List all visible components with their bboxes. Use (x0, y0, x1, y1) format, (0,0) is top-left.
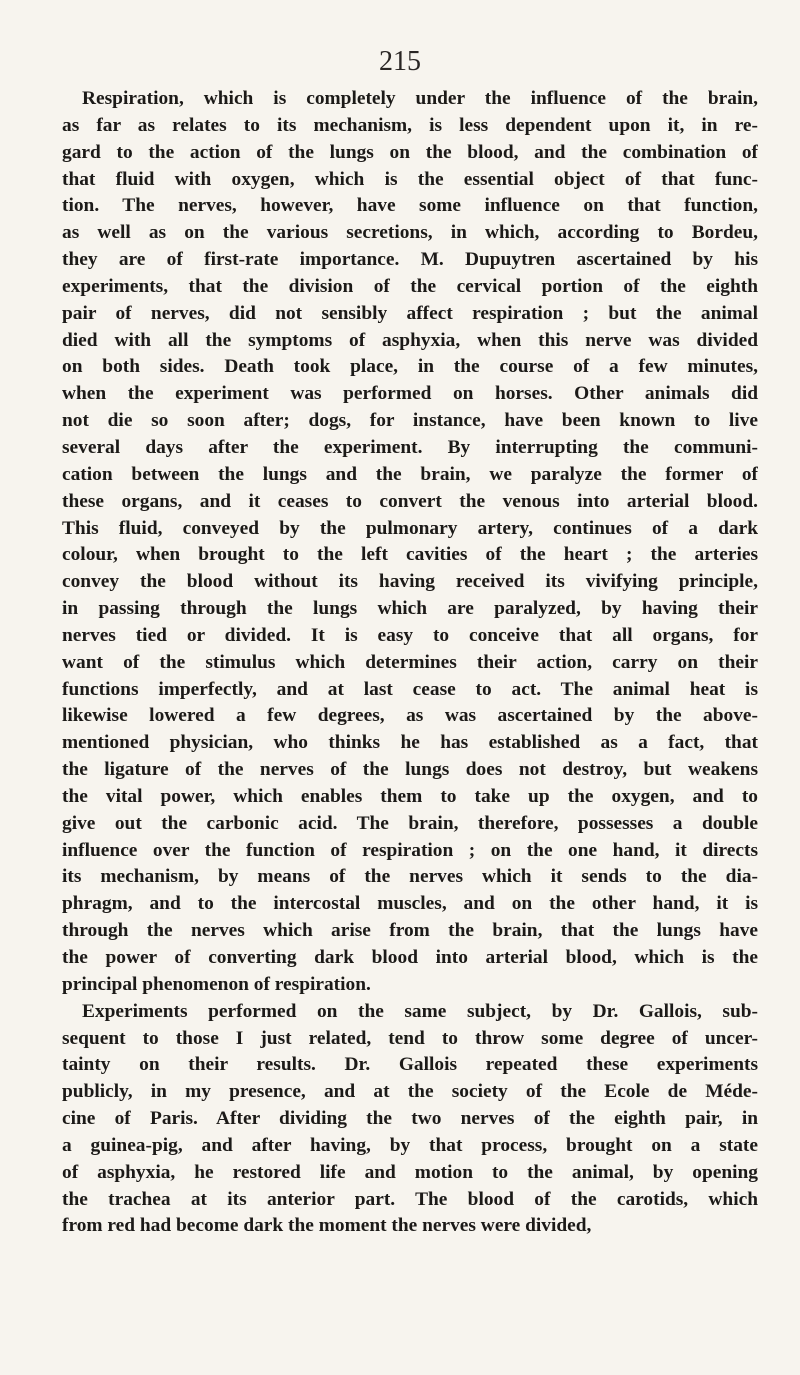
text-line: experiments, that the division of the cervical portion of the eighth (62, 275, 758, 297)
text-line: of asphyxia, he restored life and motion to the animal, by opening (62, 1161, 758, 1183)
text-line: they are of first-rate importance. M. Dupuytren ascertained by his (62, 249, 758, 271)
text-line: cine of Paris. After dividing the two nerves of the eighth pair, in (62, 1108, 758, 1130)
text-line: the ligature of the nerves of the lungs does not destroy, but weakens (62, 759, 758, 781)
text-line: the trachea at its anterior part. The blood of the carotids, which (62, 1188, 758, 1210)
body-text (62, 86, 758, 1240)
text-line: the power of converting dark blood into arterial blood, which is the (62, 947, 758, 968)
text-line: its mechanism, by means of the nerves which it sends to the dia- (62, 866, 758, 888)
text-line: in passing through the lungs which are paralyzed, by having their (62, 598, 758, 620)
text-line: Respiration, which is completely under the influence of the brain, (82, 88, 758, 109)
text-line: Experiments performed on the same subject, by Dr. Gallois, sub- (82, 1000, 758, 1022)
text-line: through the nerves which arise from the brain, that the lungs have (62, 920, 758, 942)
text-line: principal phenomenon of respiration. (62, 973, 371, 995)
paragraph (62, 999, 758, 1241)
text-line: influence over the function of respiration ; on the one hand, it directs (62, 839, 758, 861)
text-line: not die so soon after; dogs, for instance, have been known to live (62, 410, 758, 432)
text-line: a guinea-pig, and after having, by that process, brought on a state (62, 1134, 758, 1156)
text-line: gard to the action of the lungs on the blood, and the combination of (62, 141, 758, 163)
text-line: when the experiment was performed on horses. Other animals did (62, 383, 758, 405)
text-line: several days after the experiment. By interrupting the communi- (62, 436, 758, 458)
text-line: sequent to those I just related, tend to throw some degree of uncer- (62, 1027, 758, 1049)
text-line: as far as relates to its mechanism, is less dependent upon it, in re- (62, 114, 758, 136)
text-line: pair of nerves, did not sensibly affect respiration ; but the animal (62, 302, 758, 324)
text-line: publicly, in my presence, and at the society of the Ecole de Méde- (62, 1081, 758, 1103)
text-line: as well as on the various secretions, in which, according to Bordeu, (62, 222, 758, 244)
text-line: died with all the symptoms of asphyxia, when this nerve was divided (62, 329, 758, 351)
text-line: This fluid, conveyed by the pulmonary artery, continues of a dark (62, 517, 758, 539)
text-line: that fluid with oxygen, which is the essential object of that func- (62, 168, 758, 190)
text-line: from red had become dark the moment the nerves were divided, (62, 1215, 592, 1237)
text-line: cation between the lungs and the brain, we paralyze the former of (62, 463, 758, 485)
text-line: tainty on their results. Dr. Gallois repeated these experiments (62, 1054, 758, 1076)
page-number: 215 (379, 46, 421, 77)
paragraph (62, 86, 758, 999)
text-line: these organs, and it ceases to convert the venous into arterial blood. (62, 490, 758, 512)
text-line: convey the blood without its having received its vivifying principle, (62, 571, 758, 593)
text-line: colour, when brought to the left cavities of the heart ; the arteries (62, 544, 758, 566)
text-line: phragm, and to the intercostal muscles, and on the other hand, it is (62, 893, 758, 915)
text-line: want of the stimulus which determines their action, carry on their (62, 651, 758, 673)
text-line: the vital power, which enables them to take up the oxygen, and to (62, 785, 758, 807)
text-line: give out the carbonic acid. The brain, therefore, possesses a double (62, 812, 758, 834)
text-line: on both sides. Death took place, in the course of a few minutes, (62, 356, 758, 378)
text-line: mentioned physician, who thinks he has established as a fact, that (62, 732, 758, 754)
text-line: tion. The nerves, however, have some influence on that function, (62, 195, 758, 217)
text-line: likewise lowered a few degrees, as was ascertained by the above- (62, 705, 758, 727)
text-line: nerves tied or divided. It is easy to conceive that all organs, for (62, 624, 758, 646)
text-line: functions imperfectly, and at last cease to act. The animal heat is (62, 678, 758, 700)
